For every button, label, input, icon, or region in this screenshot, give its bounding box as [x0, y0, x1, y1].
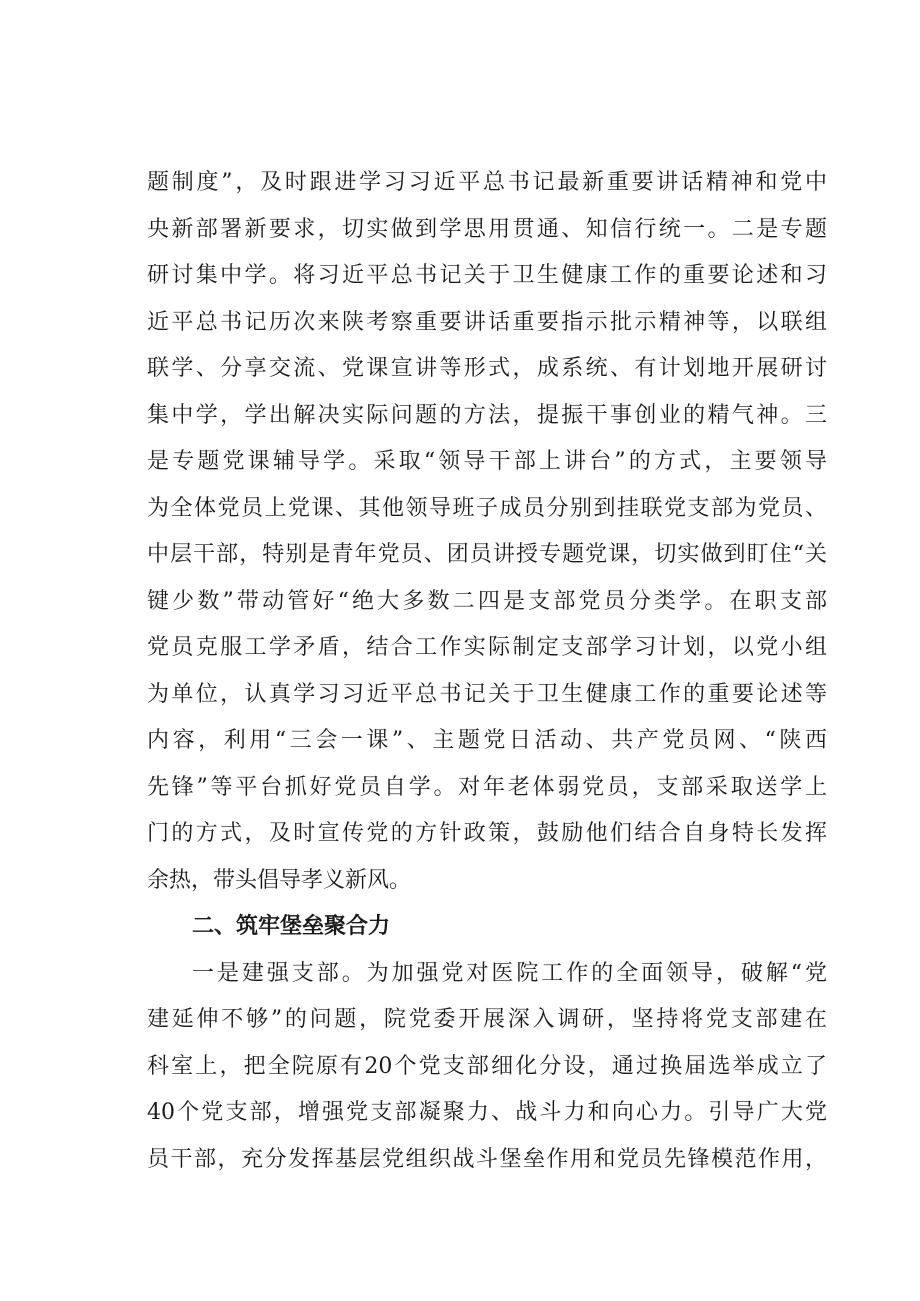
text-line: 建延伸不够”的问题，院党委开展深入调研，坚持将党支部建在	[147, 1007, 827, 1032]
text-line: 为单位，认真学习习近平总书记关于卫生健康工作的重要论述等	[147, 681, 827, 707]
text-line: 科室上，把全院原有20个党支部细化分设，通过换届选举成立了	[147, 1053, 827, 1079]
text-line: 央新部署新要求，切实做到学思用贯通、知信行统一。二是专题	[147, 216, 827, 242]
text-line: 门的方式，及时宣传党的方针政策，鼓励他们结合自身特长发挥	[147, 821, 827, 846]
text-line: 集中学，学出解决实际问题的方法，提振干事创业的精气神。三	[147, 402, 827, 428]
text-line: 研讨集中学。将习近平总书记关于卫生健康工作的重要论述和习	[147, 263, 827, 288]
text-line: 党员克服工学矛盾，结合工作实际制定支部学习计划，以党小组	[147, 635, 827, 660]
text-line: 为全体党员上党课、其他领导班子成员分别到挂联党支部为党员、	[147, 495, 827, 521]
body-text	[147, 160, 827, 1183]
paragraph-end-line: 余热，带头倡导孝义新风。	[147, 867, 412, 893]
paragraph-first-line: 一是建强支部。为加强党对医院工作的全面领导，破解“党	[192, 960, 827, 986]
text-line: 员干部，充分发挥基层党组织战斗堡垒作用和党员先锋模范作用，	[147, 1146, 827, 1172]
text-line: 先锋”等平台抓好党员自学。对年老体弱党员，支部采取送学上	[147, 774, 827, 800]
text-line: 是专题党课辅导学。采取“领导干部上讲台”的方式，主要领导	[147, 449, 827, 474]
text-line: 内容，利用“三会一课”、主题党日活动、共产党员网、“陕西	[147, 728, 827, 753]
text-line: 联学、分享交流、党课宣讲等形式，成系统、有计划地开展研讨	[147, 356, 827, 381]
text-line: 题制度”，及时跟进学习习近平总书记最新重要讲话精神和党中	[147, 170, 827, 195]
text-line: 40个党支部，增强党支部凝聚力、战斗力和向心力。引导广大党	[147, 1100, 827, 1125]
text-line: 键少数”带动管好“绝大多数二四是支部党员分类学。在职支部	[147, 588, 827, 614]
section-heading: 二、筑牢堡垒聚合力	[192, 914, 391, 939]
text-line: 近平总书记历次来陕考察重要讲话重要指示批示精神等，以联组	[147, 309, 827, 335]
text-line: 中层干部，特别是青年党员、团员讲授专题党课，切实做到盯住“关	[147, 542, 827, 567]
